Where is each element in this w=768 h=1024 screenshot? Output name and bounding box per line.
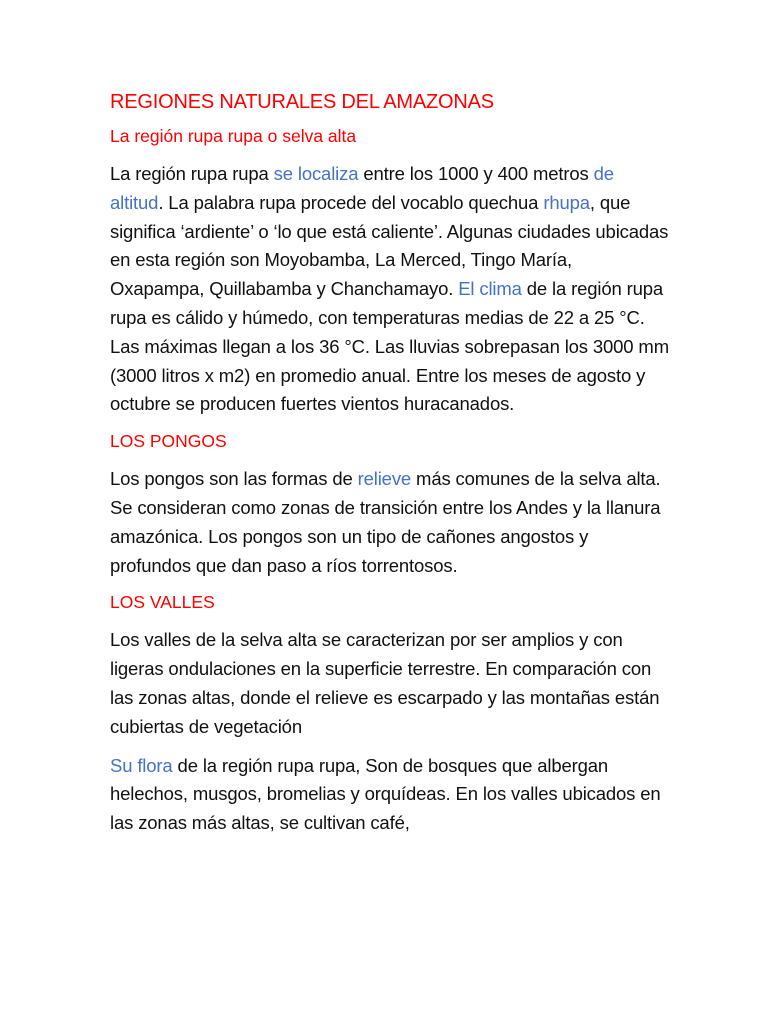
paragraph-text: Los pongos son las formas de <box>110 468 358 490</box>
section-heading-valles: LOS VALLES <box>110 592 215 613</box>
inline-link[interactable]: Su flora <box>110 754 173 776</box>
paragraph-text: de la región rupa rupa, Son de bosques que albergan helechos, musgos, bromelias y orquídeas. En los valles ubicados en las zonas más altas, se cultivan café, <box>110 754 661 834</box>
inline-link[interactable]: de altitud <box>110 163 614 213</box>
paragraph-flora <box>110 752 670 838</box>
paragraph-text: La región rupa rupa <box>110 163 274 184</box>
paragraph-text: . La palabra rupa procede del vocablo quechua <box>158 191 544 213</box>
paragraph-valles <box>110 626 670 741</box>
paragraph-text: entre los 1000 y 400 metros <box>358 163 594 184</box>
section-heading-selva-alta: La región rupa rupa o selva alta <box>110 126 357 146</box>
inline-link[interactable]: rhupa <box>543 191 590 213</box>
paragraph-text: de la región rupa rupa es cálido y húmedo, con temperaturas medias de 22 a 25 °C. Las máximas llegan a los 36 °C. Las lluvias sobrepasan los 3000 mm (3000 litros x m2) en promedio anual. Entre los meses de agosto y octubre se producen fuertes vientos huracanados. <box>110 278 669 415</box>
paragraph-text: , que significa ‘ardiente’ o ‘lo que está caliente’. Algunas ciudades ubicadas en esta región son Moyobamba, La Merced, Tingo María, Oxapampa, Quillabamba y Chanchamayo. <box>110 191 669 300</box>
paragraph-pongos <box>110 465 670 580</box>
document-title: REGIONES NATURALES DEL AMAZONAS <box>110 91 494 113</box>
document-page <box>110 88 670 848</box>
paragraph-text: más comunes de la selva alta. Se consideran como zonas de transición entre los Andes y la llanura amazónica. Los pongos son un tipo de cañones angostos y profundos que dan paso a ríos torrentosos. <box>110 468 661 576</box>
inline-link[interactable]: se localiza <box>273 163 359 184</box>
paragraph-text: Los valles de la selva alta se caracterizan por ser amplios y con ligeras ondulaciones en la superficie terrestre. En comparación con las zonas altas, donde el relieve es escarpado y las montañas están cubiertas de vegetación <box>110 629 660 737</box>
section-heading-pongos: LOS PONGOS <box>110 431 227 452</box>
inline-link[interactable]: El clima <box>458 278 522 300</box>
inline-link[interactable]: relieve <box>357 468 412 490</box>
paragraph-selva-alta <box>110 160 670 419</box>
